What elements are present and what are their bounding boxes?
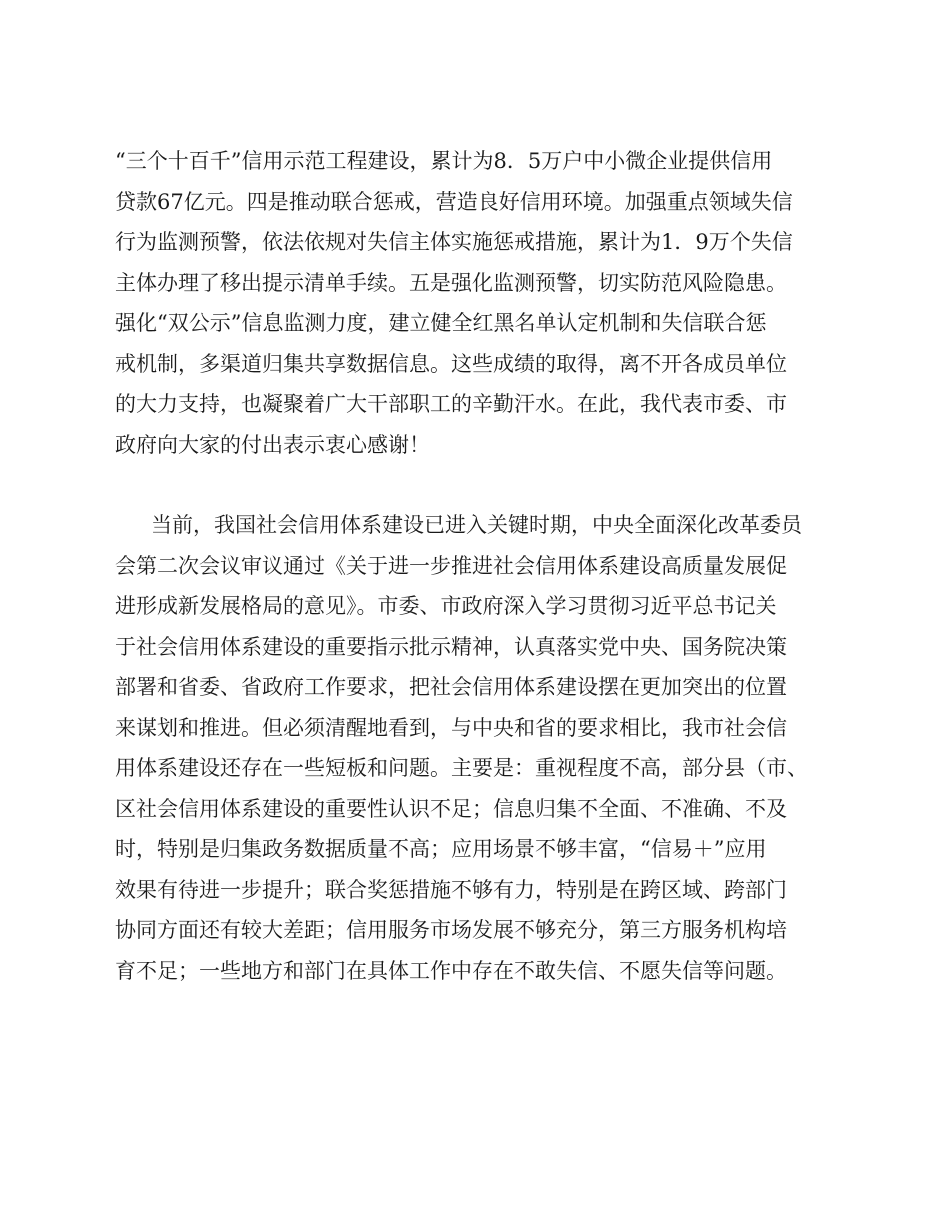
text-line: 进形成新发展格局的意见》。市委、市政府深入学习贯彻习近平总书记关 <box>115 594 777 618</box>
text-line: 来谋划和推进。但必须清醒地看到，与中央和省的要求相比，我市社会信 <box>115 715 787 740</box>
text-line: 主体办理了移出提示清单手续。五是强化监测预警，切实防范风险隐患。 <box>115 270 787 295</box>
text-line: 行为监测预警，依法依规对失信主体实施惩戒措施，累计为1．9万个失信 <box>115 230 793 254</box>
text-line: 时，特别是归集政务数据质量不高；应用场景不够丰富，“信易＋”应用 <box>115 837 767 861</box>
text-line: 政府向大家的付出表示衷心感谢！ <box>115 432 430 457</box>
text-line: 用体系建设还存在一些短板和问题。主要是：重视程度不高，部分县（市、 <box>115 756 808 780</box>
text-line: 强化“双公示”信息监测力度，建立健全红黑名单认定机制和失信联合惩 <box>115 311 767 335</box>
text-line: 育不足；一些地方和部门在具体工作中存在不敢失信、不愿失信等问题。 <box>115 958 787 983</box>
text-line: 于社会信用体系建设的重要指示批示精神，认真落实党中央、国务院决策 <box>115 634 787 659</box>
text-line: 当前，我国社会信用体系建设已进入关键时期，中央全面深化改革委员 <box>151 513 802 537</box>
paragraph-2 <box>115 505 835 991</box>
text-line: 戒机制，多渠道归集共享数据信息。这些成绩的取得，离不开各成员单位 <box>115 351 787 376</box>
text-line: 的大力支持，也凝聚着广大干部职工的辛勤汗水。在此，我代表市委、市 <box>115 392 787 416</box>
text-line: 会第二次会议审议通过《关于进一步推进社会信用体系建设高质量发展促 <box>115 553 787 578</box>
text-line: 效果有待进一步提升；联合奖惩措施不够有力，特别是在跨区域、跨部门 <box>115 877 787 902</box>
text-line: “三个十百千”信用示范工程建设，累计为8．5万户中小微企业提供信用 <box>115 149 773 173</box>
text-line: 贷款67亿元。四是推动联合惩戒，营造良好信用环境。加强重点领域失信 <box>115 189 793 214</box>
text-line: 协同方面还有较大差距；信用服务市场发展不够充分，第三方服务机构培 <box>115 918 787 942</box>
text-line: 区社会信用体系建设的重要性认识不足；信息归集不全面、不准确、不及 <box>115 796 787 821</box>
text-line: 部署和省委、省政府工作要求，把社会信用体系建设摆在更加突出的位置 <box>115 675 787 699</box>
paragraph-1 <box>115 141 835 465</box>
